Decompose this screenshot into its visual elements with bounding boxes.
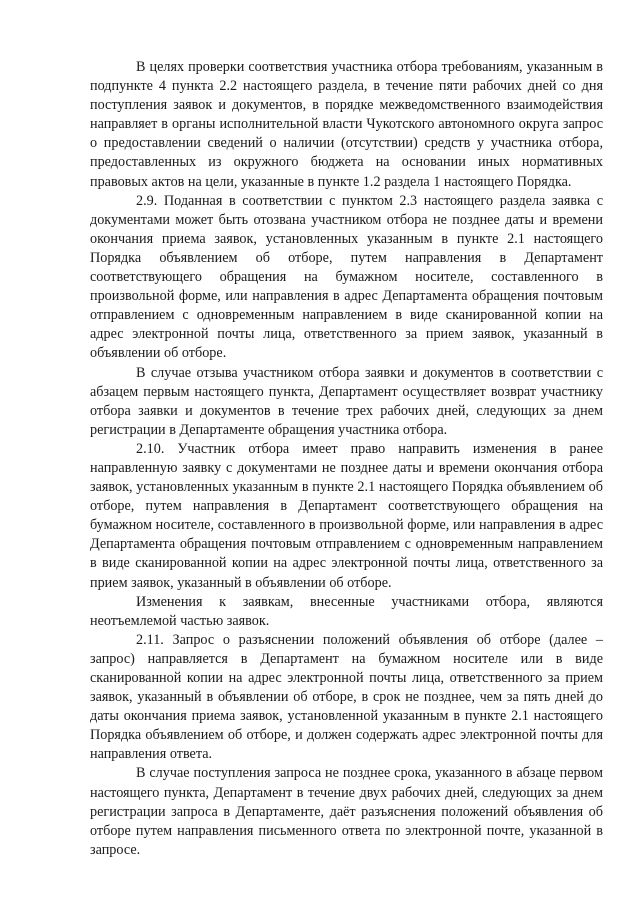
- paragraph-changes-part: Изменения к заявкам, внесенные участниками отбора, являются неотъемлемой частью заявок.: [90, 593, 603, 629]
- paragraph-verification: В целях проверки соответствия участника отбора требованиям, указанным в подпункте 4 пункта 2.2 настоящего раздела, в течение пяти рабочих дней со дня поступления заявок и документов, в порядке межведомственного взаимодействия направляет в органы исполнительной власти Чукотского автономного округа запрос о предоставлении сведений о наличии (отсутствии) средств у участника отбора, предоставленных из окружного бюджета на основании иных нормативных правовых актов на цели, указанные в пункте 1.2 раздела 1 настоящего Порядка.: [90, 59, 603, 190]
- paragraph-2-11: 2.11. Запрос о разъяснении положений объявления об отборе (далее – запрос) направляется в Департамент на бумажном носителе или в виде сканированной копии на адрес электронной почты лица, ответственного за прием заявок, указанный в объявлении об отборе, в срок не позднее, чем за пять дней до даты окончания приема заявок, установленной указанным в пункте 2.1 настоящего Порядка объявлением об отборе, и должен содержать адрес электронной почты для направления ответа.: [90, 631, 603, 763]
- paragraph-2-9: 2.9. Поданная в соответствии с пунктом 2.3 настоящего раздела заявка с документами может быть отозвана участником отбора не позднее даты и времени окончания приема заявок, установленных указанным в пункте 2.1 настоящего Порядка объявлением об отборе, путем направления в Департамент соответствующего обращения на бумажном носителе, составленного в произвольной форме, или направления в адрес Департамента обращения почтовым отправлением с одновременным направлением в виде сканированной копии на адрес электронной почты лица, ответственного за прием заявок, указанный в объявлении об отборе.: [90, 192, 603, 362]
- paragraph-2-10: 2.10. Участник отбора имеет право направить изменения в ранее направленную заявку с документами не позднее даты и времени окончания отбора заявок, установленных указанным в пункте 2.1 настоящего Порядка объявлением об отборе, путем направления в Департамент соответствующего обращения на бумажном носителе, составленного в произвольной форме, или направления в адрес Департамента обращения почтовым отправлением с одновременным направлением в виде сканированной копии на адрес электронной почты лица, ответственного за прием заявок, указанный в объявлении об отборе.: [90, 440, 603, 591]
- document-page: [90, 58, 603, 860]
- paragraph-clarification: В случае поступления запроса не позднее срока, указанного в абзаце первом настоящего пункта, Департамент в течение двух рабочих дней, следующих за днем регистрации запроса в Департаменте, даёт разъяснения положений объявления об отборе путем направления письменного ответа по электронной почте, указанной в запросе.: [90, 765, 603, 858]
- paragraph-withdrawal-return: В случае отзыва участником отбора заявки и документов в соответствии с абзацем первым настоящего пункта, Департамент осуществляет возврат участнику отбора заявки и документов в течение трех рабочих дней, следующих за днем регистрации в Департаменте обращения участника отбора.: [90, 364, 603, 438]
